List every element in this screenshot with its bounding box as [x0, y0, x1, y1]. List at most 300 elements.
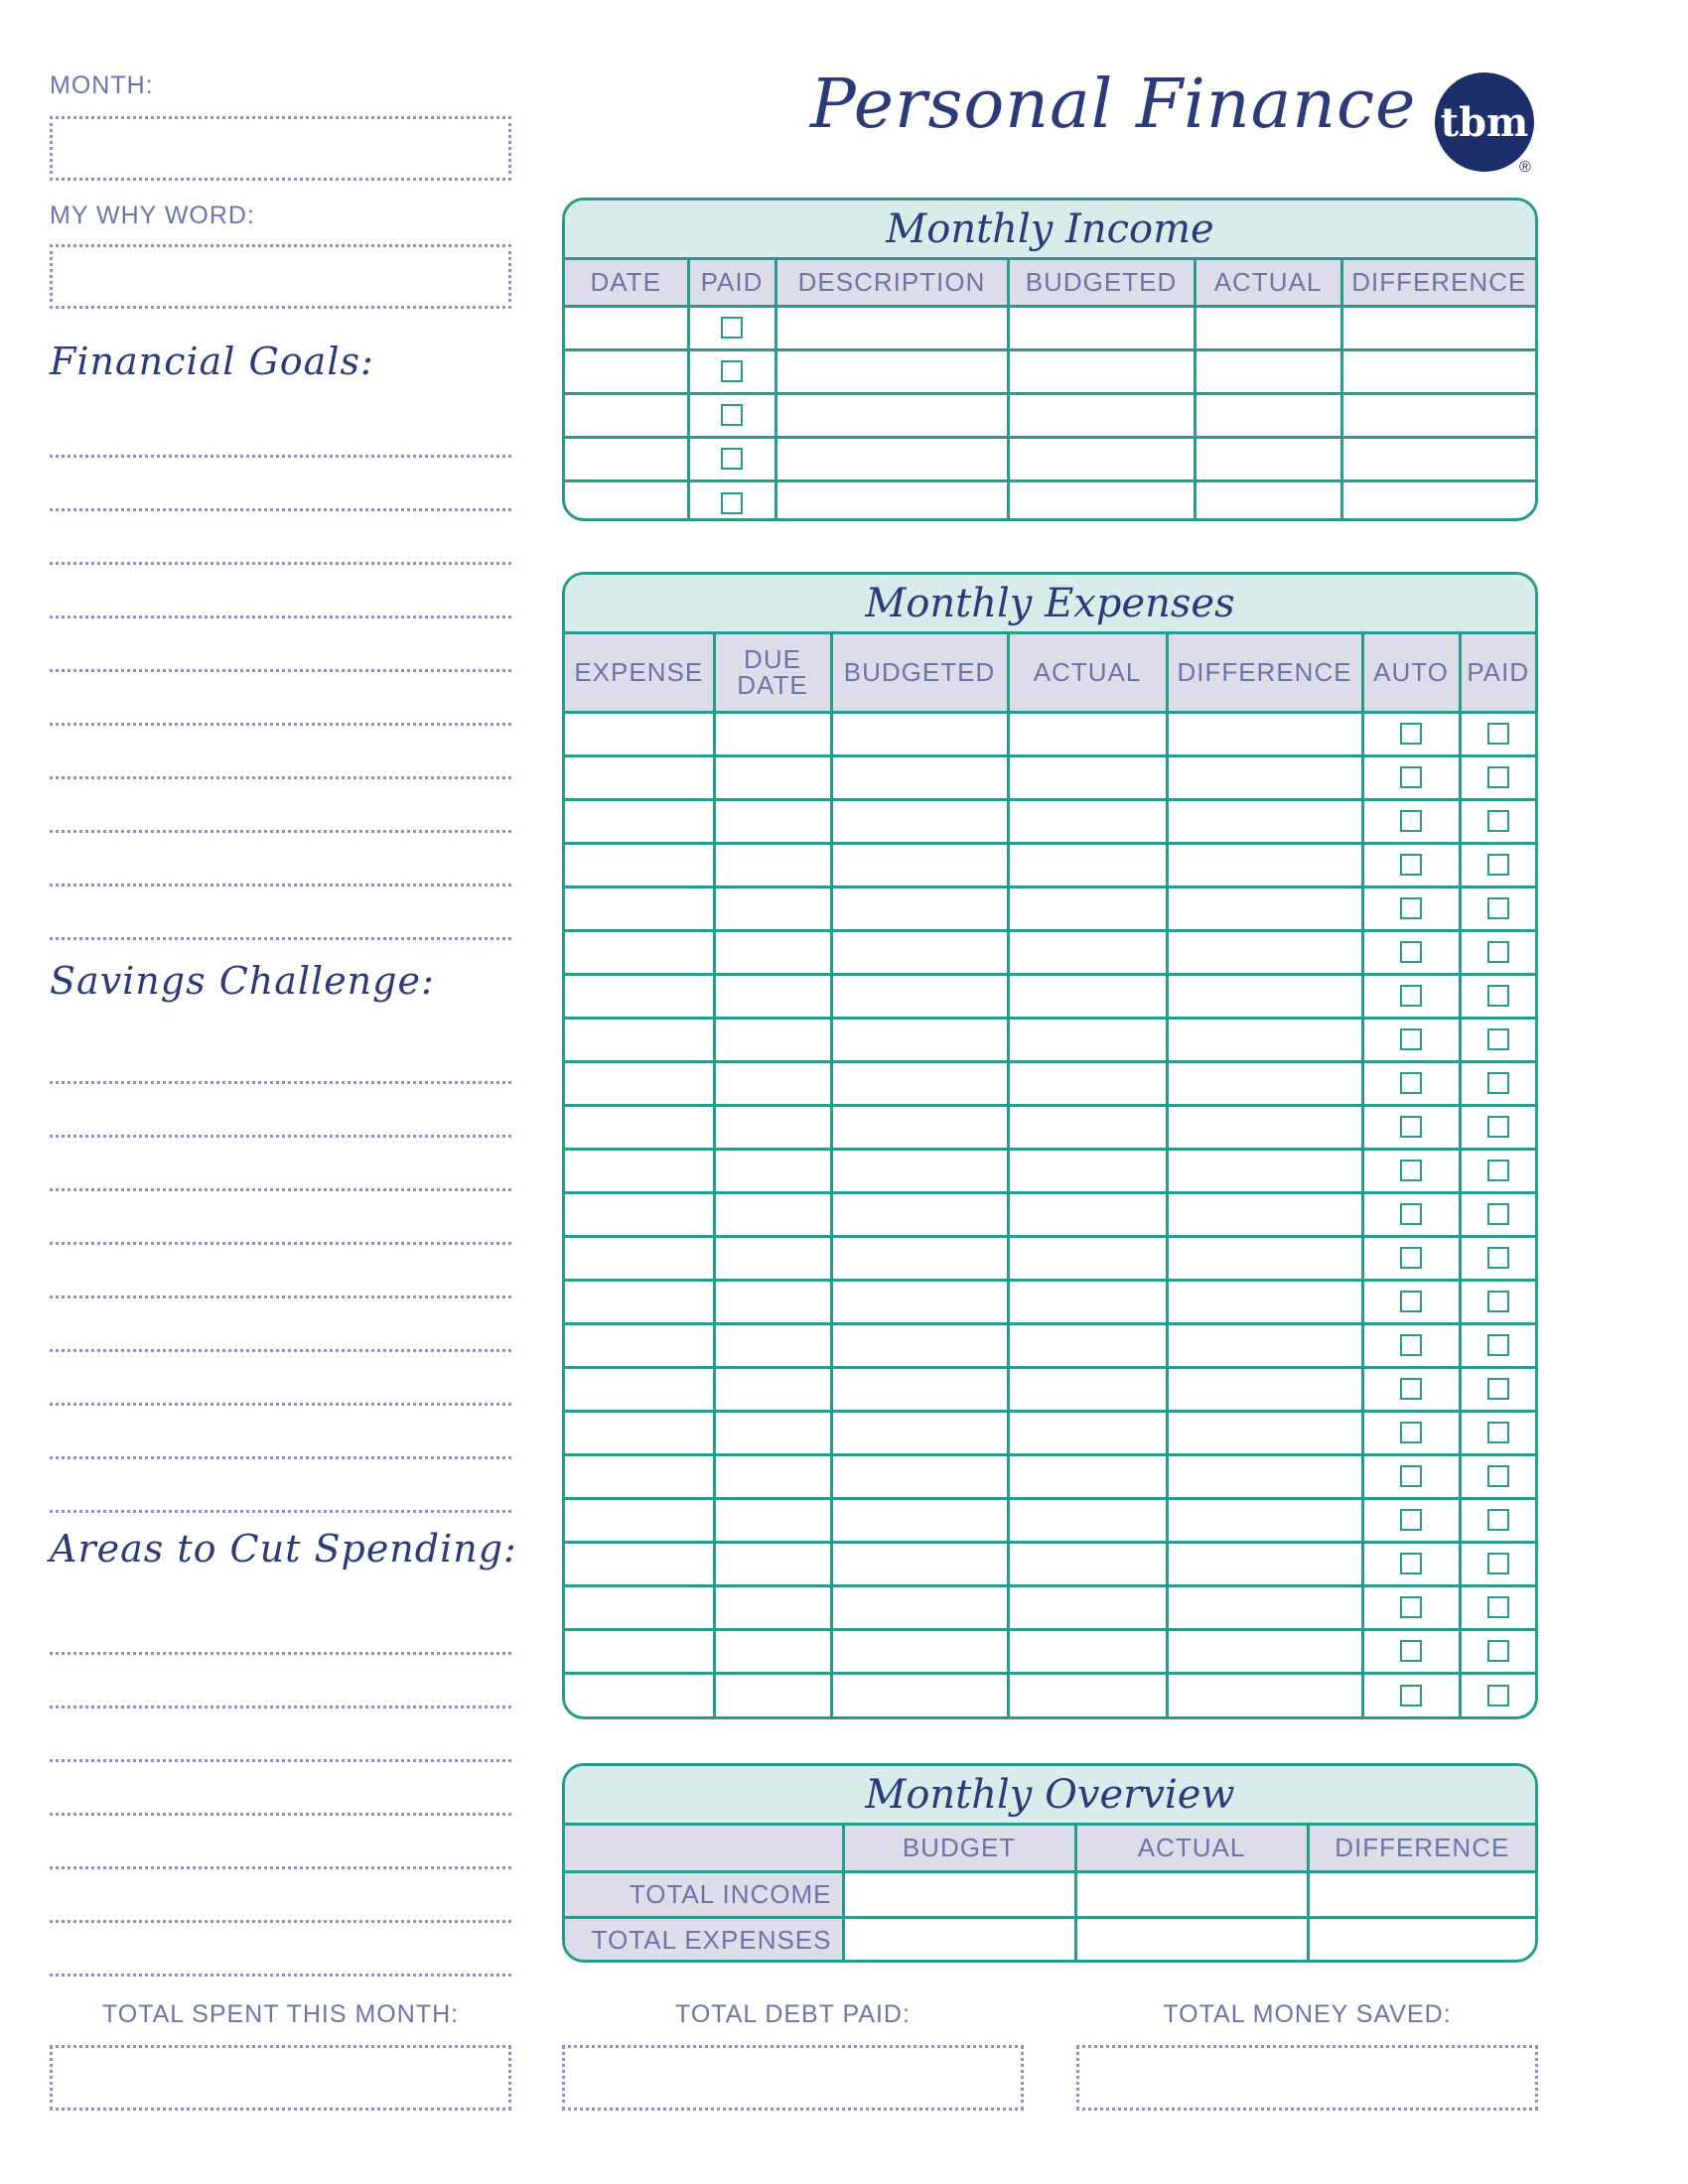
income-cell[interactable]	[565, 393, 688, 437]
paid-checkbox[interactable]	[1487, 1378, 1509, 1400]
writing-line[interactable]	[50, 1296, 511, 1298]
auto-checkbox[interactable]	[1400, 1553, 1422, 1574]
total-income-difference-cell[interactable]	[1308, 1871, 1535, 1917]
expense-cell[interactable]	[1460, 1367, 1535, 1411]
writing-line[interactable]	[50, 1706, 511, 1708]
expense-cell[interactable]	[1008, 1192, 1167, 1236]
paid-checkbox[interactable]	[1487, 1291, 1509, 1312]
writing-line[interactable]	[50, 884, 511, 887]
total-expenses-actual-cell[interactable]	[1075, 1917, 1308, 1963]
expense-cell[interactable]	[1362, 1280, 1460, 1323]
income-cell[interactable]	[565, 437, 688, 480]
income-cell[interactable]	[775, 480, 1008, 521]
paid-checkbox[interactable]	[1487, 810, 1509, 832]
expense-cell[interactable]	[565, 1498, 714, 1542]
paid-checkbox[interactable]	[1487, 1247, 1509, 1269]
expense-cell[interactable]	[1008, 1454, 1167, 1498]
overview-col-actual: ACTUAL	[1075, 1826, 1308, 1871]
expense-cell[interactable]	[1167, 1149, 1362, 1192]
paid-checkbox[interactable]	[1487, 1685, 1509, 1706]
total-income-actual-cell[interactable]	[1075, 1871, 1308, 1917]
paid-checkbox[interactable]	[721, 360, 743, 382]
writing-line[interactable]	[50, 1813, 511, 1816]
expense-cell[interactable]	[1008, 1498, 1167, 1542]
expense-cell[interactable]	[1008, 887, 1167, 930]
writing-line[interactable]	[50, 723, 511, 726]
expense-cell[interactable]	[1460, 1411, 1535, 1454]
expense-cell[interactable]	[1008, 1585, 1167, 1629]
expense-cell[interactable]	[1167, 1673, 1362, 1716]
total-saved-label: TOTAL MONEY SAVED:	[1163, 2000, 1452, 2028]
expense-cell[interactable]	[1167, 1542, 1362, 1585]
income-cell[interactable]	[1008, 306, 1195, 349]
expense-cell[interactable]	[1460, 1673, 1535, 1716]
auto-checkbox[interactable]	[1400, 897, 1422, 919]
writing-line[interactable]	[50, 1456, 511, 1459]
expense-cell[interactable]	[1460, 974, 1535, 1018]
expense-cell[interactable]	[1008, 974, 1167, 1018]
expense-cell[interactable]	[1460, 1192, 1535, 1236]
total-expenses-budget-cell[interactable]	[843, 1917, 1075, 1963]
total-debt-field[interactable]	[562, 2045, 1024, 2111]
paid-checkbox[interactable]	[721, 492, 743, 514]
expense-cell[interactable]	[565, 930, 714, 974]
paid-checkbox[interactable]	[721, 317, 743, 339]
auto-checkbox[interactable]	[1400, 1685, 1422, 1706]
expense-cell[interactable]	[831, 1673, 1008, 1716]
auto-checkbox[interactable]	[1400, 766, 1422, 788]
expense-cell[interactable]	[1362, 755, 1460, 799]
expense-cell[interactable]	[714, 1236, 831, 1280]
expense-cell[interactable]	[714, 799, 831, 843]
writing-line[interactable]	[50, 1188, 511, 1191]
expense-cell[interactable]	[565, 1192, 714, 1236]
expense-cell[interactable]	[831, 712, 1008, 755]
expense-cell[interactable]	[831, 1367, 1008, 1411]
income-cell[interactable]	[1195, 306, 1341, 349]
expense-cell[interactable]	[714, 1149, 831, 1192]
income-cell[interactable]	[1341, 393, 1535, 437]
expense-cell[interactable]	[1008, 843, 1167, 887]
expense-cell[interactable]	[1460, 799, 1535, 843]
expense-cell[interactable]	[1362, 1323, 1460, 1367]
expense-cell[interactable]	[714, 1411, 831, 1454]
income-cell[interactable]	[1341, 349, 1535, 393]
expense-cell[interactable]	[1167, 1061, 1362, 1105]
writing-line[interactable]	[50, 455, 511, 458]
auto-checkbox[interactable]	[1400, 985, 1422, 1007]
expense-cell[interactable]	[831, 1454, 1008, 1498]
income-cell[interactable]	[775, 393, 1008, 437]
expense-cell[interactable]	[1167, 1105, 1362, 1149]
table-row	[565, 1454, 1535, 1498]
expense-cell[interactable]	[831, 1542, 1008, 1585]
income-cell[interactable]	[688, 306, 775, 349]
expense-cell[interactable]	[1008, 1673, 1167, 1716]
expense-cell[interactable]	[565, 1018, 714, 1061]
expense-cell[interactable]	[565, 1673, 714, 1716]
expense-cell[interactable]	[1008, 1323, 1167, 1367]
expense-cell[interactable]	[831, 1192, 1008, 1236]
expense-cell[interactable]	[1362, 1411, 1460, 1454]
expense-cell[interactable]	[565, 1236, 714, 1280]
table-row	[565, 1323, 1535, 1367]
income-cell[interactable]	[1008, 393, 1195, 437]
expense-cell[interactable]	[831, 1280, 1008, 1323]
overview-row-income	[565, 1871, 1535, 1917]
expense-cell[interactable]	[714, 974, 831, 1018]
auto-checkbox[interactable]	[1400, 1291, 1422, 1312]
expense-cell[interactable]	[1460, 1542, 1535, 1585]
paid-checkbox[interactable]	[1487, 1509, 1509, 1531]
income-table	[565, 260, 1535, 521]
expense-cell[interactable]	[831, 1629, 1008, 1673]
expense-cell[interactable]	[1167, 1192, 1362, 1236]
expense-cell[interactable]	[714, 1323, 831, 1367]
expense-cell[interactable]	[565, 974, 714, 1018]
writing-line[interactable]	[50, 562, 511, 565]
expense-cell[interactable]	[714, 1498, 831, 1542]
expense-cell[interactable]	[1460, 1018, 1535, 1061]
savings-challenge-heading: Savings Challenge:	[50, 959, 435, 1003]
expense-cell[interactable]	[1008, 1018, 1167, 1061]
paid-checkbox[interactable]	[1487, 766, 1509, 788]
income-cell[interactable]	[775, 306, 1008, 349]
paid-checkbox[interactable]	[1487, 1116, 1509, 1138]
expenses-col-expense: EXPENSE	[565, 634, 714, 712]
expense-cell[interactable]	[714, 712, 831, 755]
expense-cell[interactable]	[565, 712, 714, 755]
expense-cell[interactable]	[1008, 799, 1167, 843]
monthly-income-panel	[562, 198, 1538, 521]
paid-checkbox[interactable]	[1487, 1422, 1509, 1443]
expense-cell[interactable]	[1362, 887, 1460, 930]
expense-cell[interactable]	[1167, 1629, 1362, 1673]
expense-cell[interactable]	[565, 843, 714, 887]
expense-cell[interactable]	[831, 1498, 1008, 1542]
expense-cell[interactable]	[1460, 1323, 1535, 1367]
expense-cell[interactable]	[1167, 1018, 1362, 1061]
paid-checkbox[interactable]	[1487, 897, 1509, 919]
writing-line[interactable]	[50, 508, 511, 511]
expense-cell[interactable]	[565, 1280, 714, 1323]
expense-cell[interactable]	[1167, 799, 1362, 843]
income-cell[interactable]	[688, 437, 775, 480]
total-expenses-difference-cell[interactable]	[1308, 1917, 1535, 1963]
expense-cell[interactable]	[714, 1585, 831, 1629]
expense-cell[interactable]	[1167, 1236, 1362, 1280]
expense-cell[interactable]	[1460, 755, 1535, 799]
auto-checkbox[interactable]	[1400, 1334, 1422, 1356]
expense-cell[interactable]	[565, 1367, 714, 1411]
expense-cell[interactable]	[1008, 1149, 1167, 1192]
expense-cell[interactable]	[1008, 712, 1167, 755]
income-cell[interactable]	[1341, 306, 1535, 349]
expense-cell[interactable]	[1167, 1280, 1362, 1323]
income-cell[interactable]	[1008, 437, 1195, 480]
expense-cell[interactable]	[714, 1192, 831, 1236]
income-cell[interactable]	[1341, 480, 1535, 521]
expense-cell[interactable]	[831, 1236, 1008, 1280]
writing-line[interactable]	[50, 615, 511, 618]
paid-checkbox[interactable]	[1487, 1028, 1509, 1050]
expense-cell[interactable]	[1460, 843, 1535, 887]
expense-cell[interactable]	[1167, 887, 1362, 930]
expense-cell[interactable]	[1008, 1061, 1167, 1105]
table-row	[565, 1629, 1535, 1673]
income-cell[interactable]	[775, 437, 1008, 480]
income-cell[interactable]	[565, 480, 688, 521]
month-field[interactable]	[50, 116, 511, 181]
writing-line[interactable]	[50, 937, 511, 940]
expense-cell[interactable]	[1460, 712, 1535, 755]
paid-checkbox[interactable]	[1487, 1553, 1509, 1574]
auto-checkbox[interactable]	[1400, 1422, 1422, 1443]
expense-cell[interactable]	[565, 1411, 714, 1454]
expense-cell[interactable]	[1362, 1018, 1460, 1061]
writing-line[interactable]	[50, 1242, 511, 1245]
expense-cell[interactable]	[831, 799, 1008, 843]
expense-cell[interactable]	[1167, 1367, 1362, 1411]
expense-cell[interactable]	[565, 799, 714, 843]
auto-checkbox[interactable]	[1400, 1072, 1422, 1094]
paid-checkbox[interactable]	[1487, 1334, 1509, 1356]
expense-cell[interactable]	[714, 843, 831, 887]
paid-checkbox[interactable]	[1487, 1640, 1509, 1662]
expense-cell[interactable]	[565, 1105, 714, 1149]
expense-cell[interactable]	[831, 1323, 1008, 1367]
auto-checkbox[interactable]	[1400, 723, 1422, 745]
auto-checkbox[interactable]	[1400, 1378, 1422, 1400]
paid-checkbox[interactable]	[1487, 1465, 1509, 1487]
expense-cell[interactable]	[1167, 974, 1362, 1018]
expense-cell[interactable]	[1362, 1236, 1460, 1280]
expense-cell[interactable]	[1008, 1411, 1167, 1454]
total-expenses-label: TOTAL EXPENSES	[565, 1917, 843, 1963]
expense-cell[interactable]	[1362, 1192, 1460, 1236]
expense-cell[interactable]	[714, 755, 831, 799]
expense-cell[interactable]	[831, 887, 1008, 930]
expense-cell[interactable]	[1362, 974, 1460, 1018]
expense-cell[interactable]	[1008, 1280, 1167, 1323]
expense-cell[interactable]	[714, 1542, 831, 1585]
writing-line[interactable]	[50, 1866, 511, 1869]
expense-cell[interactable]	[1167, 1454, 1362, 1498]
auto-checkbox[interactable]	[1400, 1247, 1422, 1269]
auto-checkbox[interactable]	[1400, 1596, 1422, 1618]
writing-line[interactable]	[50, 776, 511, 779]
income-cell[interactable]	[688, 393, 775, 437]
expense-cell[interactable]	[1167, 843, 1362, 887]
expense-cell[interactable]	[714, 930, 831, 974]
expense-cell[interactable]	[1362, 1105, 1460, 1149]
expense-cell[interactable]	[565, 887, 714, 930]
expense-cell[interactable]	[1008, 1105, 1167, 1149]
auto-checkbox[interactable]	[1400, 854, 1422, 876]
writing-line[interactable]	[50, 1403, 511, 1406]
expense-cell[interactable]	[1460, 1236, 1535, 1280]
paid-checkbox[interactable]	[1487, 854, 1509, 876]
expense-cell[interactable]	[1008, 930, 1167, 974]
expense-cell[interactable]	[831, 1105, 1008, 1149]
table-row	[565, 712, 1535, 755]
writing-line[interactable]	[50, 830, 511, 833]
expense-cell[interactable]	[565, 1323, 714, 1367]
paid-checkbox[interactable]	[1487, 985, 1509, 1007]
expense-cell[interactable]	[831, 1585, 1008, 1629]
expense-cell[interactable]	[714, 1280, 831, 1323]
expense-cell[interactable]	[1167, 1498, 1362, 1542]
income-cell[interactable]	[1195, 437, 1341, 480]
expense-cell[interactable]	[1167, 930, 1362, 974]
expense-cell[interactable]	[1362, 1542, 1460, 1585]
expense-cell[interactable]	[1460, 1454, 1535, 1498]
expense-cell[interactable]	[714, 1367, 831, 1411]
table-row	[565, 930, 1535, 974]
auto-checkbox[interactable]	[1400, 1203, 1422, 1225]
expense-cell[interactable]	[1167, 1411, 1362, 1454]
expense-cell[interactable]	[1460, 930, 1535, 974]
expense-cell[interactable]	[831, 1018, 1008, 1061]
auto-checkbox[interactable]	[1400, 941, 1422, 963]
expense-cell[interactable]	[1460, 1498, 1535, 1542]
expense-cell[interactable]	[1460, 1280, 1535, 1323]
expense-cell[interactable]	[565, 1061, 714, 1105]
writing-line[interactable]	[50, 1974, 511, 1977]
writing-line[interactable]	[50, 1759, 511, 1762]
expense-cell[interactable]	[1460, 1585, 1535, 1629]
auto-checkbox[interactable]	[1400, 810, 1422, 832]
expense-cell[interactable]	[1460, 887, 1535, 930]
total-saved-field[interactable]	[1076, 2045, 1538, 2111]
expense-cell[interactable]	[1362, 1673, 1460, 1716]
auto-checkbox[interactable]	[1400, 1465, 1422, 1487]
expense-cell[interactable]	[565, 1542, 714, 1585]
expense-cell[interactable]	[1362, 712, 1460, 755]
expense-cell[interactable]	[1362, 1498, 1460, 1542]
expense-cell[interactable]	[1460, 1629, 1535, 1673]
expense-cell[interactable]	[831, 930, 1008, 974]
expense-cell[interactable]	[831, 1061, 1008, 1105]
expense-cell[interactable]	[714, 1105, 831, 1149]
paid-checkbox[interactable]	[1487, 941, 1509, 963]
expense-cell[interactable]	[714, 1454, 831, 1498]
writing-line[interactable]	[50, 1135, 511, 1138]
cut-spending-heading: Areas to Cut Spending:	[50, 1527, 517, 1570]
expense-cell[interactable]	[831, 755, 1008, 799]
expense-cell[interactable]	[1008, 1542, 1167, 1585]
auto-checkbox[interactable]	[1400, 1116, 1422, 1138]
expense-cell[interactable]	[714, 1629, 831, 1673]
expense-cell[interactable]	[1008, 1629, 1167, 1673]
income-cell[interactable]	[688, 480, 775, 521]
auto-checkbox[interactable]	[1400, 1028, 1422, 1050]
expense-cell[interactable]	[1460, 1149, 1535, 1192]
expense-cell[interactable]	[1362, 1149, 1460, 1192]
income-cell[interactable]	[1341, 437, 1535, 480]
overview-col-budget: BUDGET	[843, 1826, 1075, 1871]
expense-cell[interactable]	[1008, 755, 1167, 799]
auto-checkbox[interactable]	[1400, 1640, 1422, 1662]
expense-cell[interactable]	[1460, 1105, 1535, 1149]
financial-goals-heading: Financial Goals:	[50, 340, 374, 383]
expense-cell[interactable]	[565, 1454, 714, 1498]
writing-line[interactable]	[50, 1510, 511, 1513]
expense-cell[interactable]	[1460, 1061, 1535, 1105]
expense-cell[interactable]	[565, 1629, 714, 1673]
expense-cell[interactable]	[1167, 1323, 1362, 1367]
expense-cell[interactable]	[831, 974, 1008, 1018]
paid-checkbox[interactable]	[1487, 723, 1509, 745]
writing-line[interactable]	[50, 1349, 511, 1352]
writing-line[interactable]	[50, 669, 511, 672]
expense-cell[interactable]	[1008, 1367, 1167, 1411]
income-cell[interactable]	[1195, 349, 1341, 393]
paid-checkbox[interactable]	[1487, 1203, 1509, 1225]
writing-line[interactable]	[50, 1081, 511, 1084]
auto-checkbox[interactable]	[1400, 1160, 1422, 1181]
income-cell[interactable]	[565, 306, 688, 349]
expense-cell[interactable]	[565, 755, 714, 799]
expense-cell[interactable]	[1362, 1454, 1460, 1498]
paid-checkbox[interactable]	[1487, 1072, 1509, 1094]
expense-cell[interactable]	[1362, 843, 1460, 887]
expense-cell[interactable]	[1362, 1061, 1460, 1105]
expense-cell[interactable]	[1167, 712, 1362, 755]
income-col-description: DESCRIPTION	[775, 260, 1008, 306]
expense-cell[interactable]	[714, 1018, 831, 1061]
total-spent-field[interactable]	[50, 2045, 511, 2111]
expense-cell[interactable]	[1167, 755, 1362, 799]
expense-cell[interactable]	[831, 1149, 1008, 1192]
expense-cell[interactable]	[1362, 1585, 1460, 1629]
expense-cell[interactable]	[714, 887, 831, 930]
income-cell[interactable]	[1008, 349, 1195, 393]
expense-cell[interactable]	[1362, 799, 1460, 843]
paid-checkbox[interactable]	[1487, 1160, 1509, 1181]
income-cell[interactable]	[688, 349, 775, 393]
expense-cell[interactable]	[714, 1061, 831, 1105]
total-income-budget-cell[interactable]	[843, 1871, 1075, 1917]
expense-cell[interactable]	[1362, 1629, 1460, 1673]
overview-table	[565, 1826, 1535, 1963]
expense-cell[interactable]	[831, 843, 1008, 887]
income-cell[interactable]	[775, 349, 1008, 393]
paid-checkbox[interactable]	[721, 448, 743, 470]
expense-cell[interactable]	[565, 1149, 714, 1192]
expense-cell[interactable]	[1362, 930, 1460, 974]
expense-cell[interactable]	[1008, 1236, 1167, 1280]
logo-text: tbm	[1440, 98, 1529, 146]
paid-checkbox[interactable]	[1487, 1596, 1509, 1618]
income-cell[interactable]	[1195, 480, 1341, 521]
table-row	[565, 480, 1535, 521]
paid-checkbox[interactable]	[721, 404, 743, 426]
auto-checkbox[interactable]	[1400, 1509, 1422, 1531]
income-cell[interactable]	[1008, 480, 1195, 521]
income-cell[interactable]	[565, 349, 688, 393]
expense-cell[interactable]	[1362, 1367, 1460, 1411]
writing-line[interactable]	[50, 1920, 511, 1923]
expense-cell[interactable]	[565, 1585, 714, 1629]
expense-cell[interactable]	[831, 1411, 1008, 1454]
income-cell[interactable]	[1195, 393, 1341, 437]
writing-line[interactable]	[50, 1652, 511, 1655]
income-col-actual: ACTUAL	[1195, 260, 1341, 306]
expense-cell[interactable]	[1167, 1585, 1362, 1629]
why-word-field[interactable]	[50, 244, 511, 309]
expense-cell[interactable]	[714, 1673, 831, 1716]
